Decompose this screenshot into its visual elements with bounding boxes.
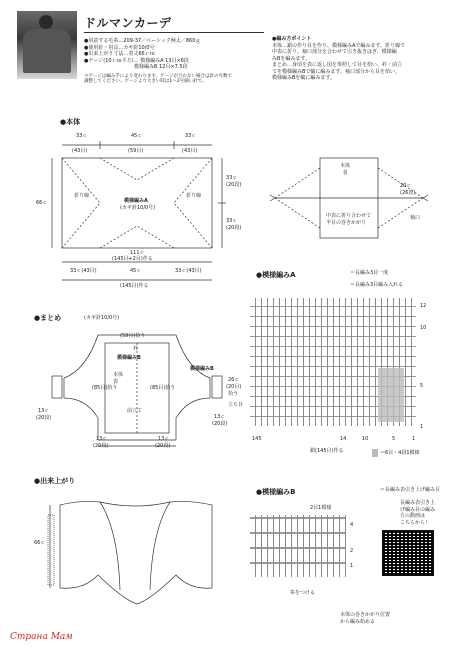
- matome-cuff-right-pattern: 模様編みB: [190, 366, 214, 372]
- matome-bottom-1: 13ｃ: [96, 436, 108, 442]
- matome-tool: (カギ針10/0号): [84, 315, 120, 321]
- pattern-a-grid: [250, 298, 416, 426]
- matome-bottom-4: (20段): [155, 443, 171, 449]
- matome-cuff-rows: (20段): [212, 421, 228, 427]
- dekiagari-height: 66ｃ: [34, 540, 46, 546]
- pattern-a-stitch-1: 1: [412, 436, 416, 442]
- points-line: 中表に折り、袖口部分を合わせて引き抜きはぎ、模様編: [272, 49, 397, 55]
- pattern-b-row-1: 1: [350, 563, 354, 569]
- bottom-dims-a: 33ｃ(43目): [70, 268, 97, 274]
- top-count-2: (59目): [128, 148, 144, 154]
- materials-size: ●出来上がり寸法…着丈66ｃｍ: [84, 51, 155, 57]
- watermark: Страна Мам: [10, 632, 73, 642]
- fold-note-inner: 中表に折り合わせて 半目の巻きかがり: [326, 213, 372, 226]
- left-height: 66ｃ: [36, 200, 48, 206]
- right-dim-2: (20段): [226, 182, 242, 188]
- fold-note-count: (26段): [400, 190, 416, 196]
- page-title: ドルマンカーデ: [84, 16, 172, 30]
- top-count-1: (43目): [72, 148, 88, 154]
- materials-yarn: ●用意する毛糸…209-37／ベーシック極太／860ｇ: [84, 38, 201, 44]
- matome-collar: 衿: [133, 346, 139, 352]
- pattern-a-legend-2: ＝長編み3目編み入れる: [350, 282, 404, 288]
- top-count-3: (43目): [182, 148, 198, 154]
- matome-cuff-right-dim: 26ｃ: [228, 377, 240, 383]
- pattern-a-row-10: 10: [420, 325, 427, 331]
- right-dim-1: 33ｃ: [226, 175, 238, 181]
- matome-bottom-2: (20段): [93, 443, 109, 449]
- pattern-b-top-note: 2目1模様: [310, 505, 332, 511]
- matome-bottom-3: 13ｃ: [158, 436, 170, 442]
- pattern-b-start-note: 糸をつける: [290, 590, 316, 596]
- bottom-count: (145目+2目)作る: [112, 256, 153, 262]
- bottom-dims-b: 45ｃ: [130, 268, 142, 274]
- pattern-a-row-12: 12: [420, 303, 427, 309]
- points-line: てを模様編みBで輪に編みます。袖口部分から目を拾い、: [272, 68, 401, 75]
- points-line: みBを編みます。: [272, 55, 311, 62]
- materials-gauge-b: 模様編みB 12目×7.5段: [134, 64, 188, 70]
- matome-cuff-right-count: (20目): [226, 384, 242, 390]
- gauge-note: ＊ゲージは編み手により変わります。ゲージが合わない場合は針の号数で 調整してください。ゲージより大きい時は1～2号細い針で。: [84, 73, 232, 84]
- section-pattern-b: ●模様編みB: [256, 488, 296, 496]
- matome-tate: 立ち目: [228, 402, 244, 408]
- pattern-a-repeat-swatch: [372, 449, 378, 457]
- center-pattern-label: 模様編みA: [124, 198, 148, 204]
- section-honntai: ●本体: [60, 118, 81, 126]
- matome-front-band: 前立て: [127, 408, 143, 414]
- points-line: 模様編みBを輪に編みます。: [272, 75, 336, 81]
- pattern-b-end-note: 本体の巻きかがり位置 から編み始める: [340, 612, 391, 625]
- matome-left-pick: (85目)拾う: [92, 385, 118, 391]
- pattern-a-stitch-145: 145: [252, 436, 262, 442]
- fold-sleeve-label: 袖口: [410, 215, 421, 221]
- center-tool-label: (カギ針10/0号): [120, 205, 156, 211]
- pattern-a-stitch-10: 10: [362, 436, 369, 442]
- points-line: まとめ…身頃を表に返し図を参照して目を拾い、衿・前立: [272, 62, 403, 68]
- points-line: 本体…鎖の作り目を作り、模様編みAで編みます。折り線で: [272, 42, 406, 49]
- right-dim-3: 33ｃ: [226, 218, 238, 224]
- fold-body-label: 本体 表: [340, 163, 351, 176]
- matome-right-pick: (85目)拾う: [150, 385, 176, 391]
- materials-gauge: ●ゲージ(10ｃｍ平方)… 模様編みA 13目×6段: [84, 57, 189, 64]
- pattern-b-legend-1: ＝長編み表引き上げ編み目: [380, 487, 441, 493]
- points-title: ●編み方ポイント: [272, 36, 312, 42]
- pattern-a-row-1: 1: [420, 424, 424, 430]
- fold-note-top: 20ｃ: [400, 183, 412, 189]
- materials-needle: ●使用針・用具…カギ針10/0号: [84, 44, 155, 51]
- section-matome: ●まとめ: [34, 314, 62, 322]
- pattern-a-repeat-note: ＝6目・4段1模様: [380, 450, 420, 456]
- pattern-a-row-5: 5: [420, 383, 424, 389]
- pattern-b-row-4: 4: [350, 522, 354, 528]
- matome-count-top: (59目)拾う: [120, 333, 146, 339]
- pattern-a-stitch-5: 5: [392, 436, 396, 442]
- fold-label-right: 折り線: [186, 193, 202, 199]
- matome-body: 本体 表: [113, 372, 124, 385]
- matome-cuff-left-2: (20段): [36, 415, 52, 421]
- bottom-dims-c: 33ｃ(43目): [175, 268, 202, 274]
- pattern-a-stitch-14: 14: [340, 436, 347, 442]
- fold-label-left: 折り線: [74, 193, 90, 199]
- matome-cuff-right-label: 13ｃ: [214, 414, 226, 420]
- top-dim-3: 33ｃ: [185, 133, 197, 139]
- bottom-cast-on: (145目)作る: [120, 283, 149, 289]
- matome-cuff-left-1: 13ｃ: [38, 408, 50, 414]
- pattern-b-legend-text: 長編み表引き上 げ編み目の編み 方の動画は こちらから！: [400, 500, 436, 526]
- pattern-a-chain-note: 鎖(145目)作る: [310, 448, 344, 454]
- qr-code[interactable]: [382, 530, 434, 576]
- section-pattern-a: ●模様編みA: [256, 271, 296, 279]
- section-dekiagari: ●出来上がり: [34, 477, 76, 485]
- right-dim-4: (20段): [226, 225, 242, 231]
- pattern-a-legend-1: ＝長編み3目一度: [350, 270, 389, 276]
- matome-pattern-b: 模様編みB: [117, 355, 141, 361]
- top-dim-2: 45ｃ: [131, 133, 143, 139]
- matome-cuff-right-pick: 拾う: [228, 391, 239, 397]
- pattern-b-grid: [250, 515, 346, 577]
- top-dim-1: 33ｃ: [76, 133, 88, 139]
- pattern-b-row-2: 2: [350, 548, 354, 554]
- bottom-dim: 111ｃ: [130, 250, 145, 256]
